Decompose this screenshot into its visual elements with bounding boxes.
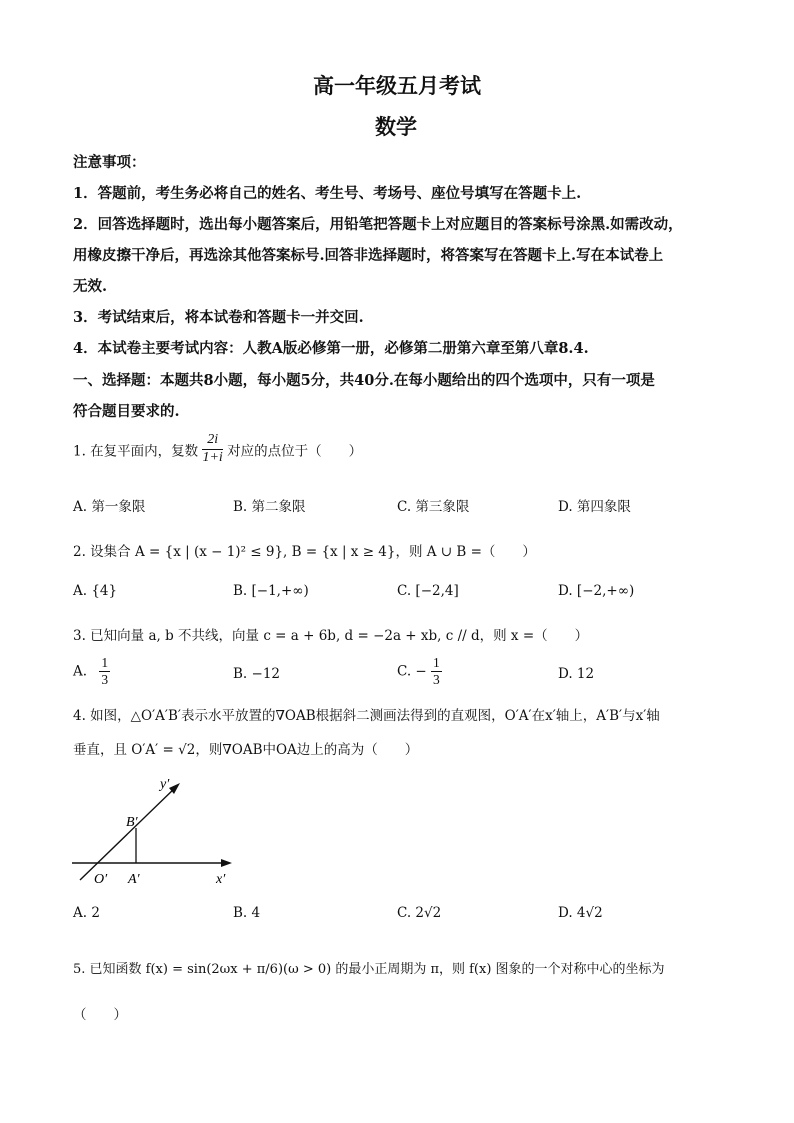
q2-option-b: B. [−1,+∞) — [233, 583, 309, 599]
q2-option-a: A. {4} — [73, 583, 118, 599]
point-b-label: B′ — [126, 815, 138, 830]
note-3: 3．考试结束后，将本试卷和答题卡一并交回. — [73, 309, 364, 326]
note-2-line-3: 无效. — [73, 278, 108, 295]
q3-option-d: D. 12 — [558, 666, 595, 682]
question-1-stem — [73, 432, 362, 467]
y-axis — [80, 786, 177, 880]
point-a-label: A′ — [128, 872, 140, 887]
q3-option-c — [397, 655, 442, 688]
q2-option-d: D. [−2,+∞) — [558, 583, 635, 599]
section-1-line-2: 符合题目要求的. — [73, 403, 180, 420]
question-3-stem: 3. 已知向量 a, b 不共线，向量 c = a + 6b, d = −2a + xb, c // d，则 x =（ ） — [73, 628, 589, 644]
question-5-stem-line-2: （ ） — [73, 1007, 127, 1023]
option-label: C. − — [397, 663, 427, 680]
fraction-numerator: 1 — [99, 655, 110, 672]
fraction-denominator: 3 — [433, 672, 440, 688]
q1-option-c: C. 第三象限 — [397, 499, 470, 515]
question-1-prefix: 1. 在复平面内，复数 — [73, 443, 199, 460]
question-4-stem-line-1: 4. 如图，△O′A′B′表示水平放置的∇OAB根据斜二测画法得到的直观图，O′A′在x′轴上，A′B′与x′轴 — [73, 708, 660, 724]
oblique-projection-figure — [70, 772, 250, 890]
q4-option-b: B. 4 — [233, 905, 261, 921]
option-fraction — [431, 655, 442, 688]
x-axis-arrowhead — [221, 859, 232, 867]
q1-option-a: A. 第一象限 — [73, 499, 146, 515]
subject-title: 数学 — [375, 114, 417, 139]
q1-option-b: B. 第二象限 — [233, 499, 306, 515]
q4-option-c: C. 2√2 — [397, 905, 442, 921]
question-1-fraction — [202, 432, 222, 467]
question-1-suffix: 对应的点位于（ ） — [227, 443, 363, 460]
fraction-denominator: 1+i — [202, 449, 223, 465]
q3-option-b: B. −12 — [233, 666, 280, 682]
fraction-denominator: 3 — [101, 672, 109, 688]
q3-option-a — [73, 655, 110, 688]
question-5-stem-line-1: 5. 已知函数 f(x) = sin(2ωx + π/6)(ω > 0) 的最小正周期为 π，则 f(x) 图象的一个对称中心的坐标为 — [73, 962, 665, 977]
y-axis-label: y′ — [160, 777, 170, 792]
fraction-numerator: 2i — [202, 432, 222, 450]
x-axis-label: x′ — [216, 872, 226, 887]
point-o-label: O′ — [94, 872, 108, 887]
q4-option-a: A. 2 — [73, 905, 100, 921]
question-4-stem-line-2: 垂直，且 O′A′ = √2，则∇OAB中OA边上的高为（ ） — [73, 742, 419, 758]
fraction-numerator: 1 — [431, 655, 442, 672]
exam-title: 高一年级五月考试 — [313, 73, 481, 98]
note-2-line-2: 用橡皮擦干净后，再选涂其他答案标号.回答非选择题时，将答案写在答题卡上.写在本试卷上 — [73, 247, 664, 264]
notes-heading: 注意事项： — [73, 154, 146, 171]
option-fraction — [99, 655, 110, 688]
q2-option-c: C. [−2,4] — [397, 583, 459, 599]
section-1-line-1: 一、选择题：本题共8小题，每小题5分，共40分.在每小题给出的四个选项中，只有一项是 — [73, 372, 655, 389]
question-2-stem: 2. 设集合 A = {x | (x − 1)² ≤ 9}, B = {x | x ≥ 4}，则 A ∪ B =（ ） — [73, 544, 536, 560]
note-1: 1．答题前，考生务必将自己的姓名、考生号、考场号、座位号填写在答题卡上. — [73, 185, 582, 202]
q4-option-d: D. 4√2 — [558, 905, 603, 921]
q1-option-d: D. 第四象限 — [558, 499, 631, 515]
option-label: A. — [73, 663, 88, 680]
note-2-line-1: 2．回答选择题时，选出每小题答案后，用铅笔把答题卡上对应题目的答案标号涂黑.如需改动， — [73, 216, 683, 233]
note-4: 4．本试卷主要考试内容：人教A版必修第一册，必修第二册第六章至第八章8.4. — [73, 340, 589, 357]
